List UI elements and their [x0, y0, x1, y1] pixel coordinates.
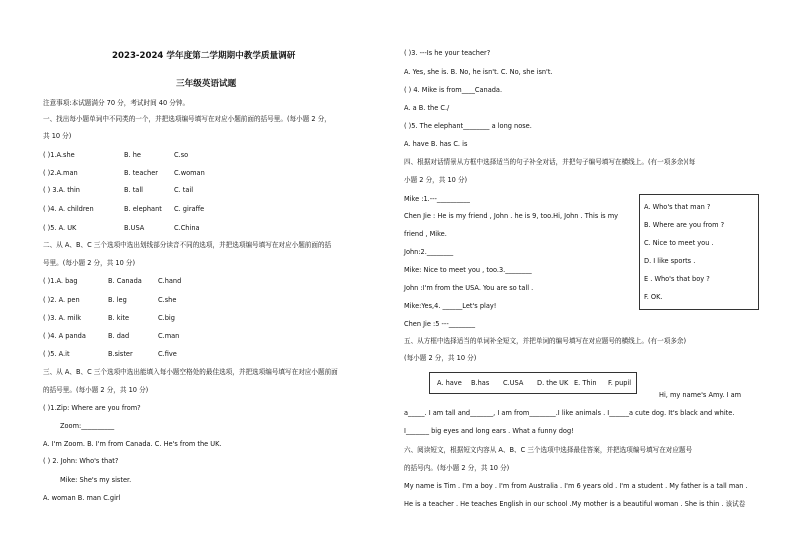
s2-q2-b: B. leg	[108, 296, 127, 304]
s3-q1-options: A. I'm Zoom. B. I'm from Canada. C. He's from the UK.	[43, 440, 222, 448]
s1-q5: ( )5. A. UK	[43, 224, 77, 232]
s3-q4-options: A. a B. the C./	[404, 104, 450, 112]
s2-q2: ( )2. A. pen	[43, 296, 80, 304]
section3-heading-cont: 的括号里。(每小题 2 分，共 10 分)	[43, 386, 149, 394]
word-bank-item: B.has	[471, 379, 490, 387]
dialog-line: Mike: Nice to meet you , too.3.________	[404, 266, 532, 274]
s3-q5-options: A. have B. has C. is	[404, 140, 468, 148]
s2-q4-b: B. dad	[108, 332, 130, 340]
word-bank-item: D. the UK	[537, 379, 569, 387]
s2-q3: ( )3. A. milk	[43, 314, 82, 322]
s1-q4-b: B. elephant	[124, 205, 162, 213]
s1-q4: ( )4. A. children	[43, 205, 94, 213]
dialog-line: friend , Mike.	[404, 230, 447, 238]
s1-q2-c: C.woman	[174, 169, 205, 177]
s2-q5-c: C.five	[158, 350, 177, 358]
dialog-line: John:2.________	[404, 248, 454, 256]
exam-notice: 注意事项:本试题满分 70 分，考试时间 40 分钟。	[43, 99, 190, 107]
s3-q1: ( )1.Zip: Where are you from?	[43, 404, 141, 412]
s1-q5-c: C.China	[174, 224, 200, 232]
s2-q4: ( )4. A panda	[43, 332, 86, 340]
passage5-line: Hi, my name's Amy. I am	[659, 391, 742, 399]
s3-q5: ( )5. The elephant________ a long nose.	[404, 122, 532, 130]
s3-q1-answer: Zoom:__________	[60, 422, 115, 430]
dialog-line: John :I'm from the USA. You are so tall .	[404, 284, 534, 292]
dialog-line: Chen Jie : He is my friend , John . he is 9, too.Hi, John . This is my	[404, 212, 619, 220]
section5-heading-cont: (每小题 2 分，共 10 分)	[404, 354, 477, 362]
s1-q4-c: C. giraffe	[174, 205, 205, 213]
passage5-line: a_____. I am tall and_______, I am from________.I like animals . I______a cute dog. It's black and white.	[404, 409, 735, 417]
dialog-line: Chen Jie :5 ---________	[404, 320, 476, 328]
exam-subtitle: 三年级英语试题	[176, 79, 237, 89]
dialog-option: C. Nice to meet you .	[644, 239, 714, 247]
s2-q4-c: C.man	[158, 332, 180, 340]
section2-heading: 二、从 A、B、C 三个选项中选出划线部分读音不同的选项，并把选项编号填写在对应小题前面的括	[43, 241, 332, 249]
s3-q2-answer: Mike: She's my sister.	[60, 476, 132, 484]
s2-q2-c: C.she	[158, 296, 177, 304]
s1-q2-b: B. teacher	[124, 169, 158, 177]
word-bank-item: C.USA	[503, 379, 524, 387]
s1-q1-c: C.so	[174, 151, 189, 159]
s1-q1: ( )1.A.she	[43, 151, 75, 159]
s1-q3: ( ) 3.A. thin	[43, 186, 80, 194]
dialog-line: Mike :1.---__________	[404, 195, 470, 203]
section1-heading: 一、找出每小题单词中不同类的一个，并把选项编号填写在对应小题前面的括号里。(每小题 2 分，	[43, 115, 331, 123]
s3-q3-options: A. Yes, she is. B. No, he isn't. C. No, she isn't.	[404, 68, 553, 76]
s3-q3: ( )3. ---Is he your teacher?	[404, 49, 491, 57]
s2-q3-c: C.big	[158, 314, 175, 322]
passage6-line: He is a teacher . He teaches English in our school .My mother is a beautiful woman . She is thin . 该试卷	[404, 500, 746, 508]
word-bank-item: A. have	[437, 379, 462, 387]
section4-heading: 四、根据对话情景从方框中选择适当的句子补全对话，并把句子编号填写在横线上。(有一项多余)(每	[404, 158, 696, 166]
exam-title: 2023-2024 学年度第二学期期中教学质量调研	[112, 51, 296, 61]
s1-q1-b: B. he	[124, 151, 141, 159]
dialog-option: A. Who's that man ?	[644, 203, 711, 211]
dialog-line: Mike:Yes,4. ______Let's play!	[404, 302, 497, 310]
dialog-option: B. Where are you from ?	[644, 221, 725, 229]
passage6-line: My name is Tim . I'm a boy . I'm from Australia . I'm 6 years old . I'm a student . My father is a tall man .	[404, 482, 748, 490]
s3-q4: ( ) 4. Mike is from____Canada.	[404, 86, 503, 94]
s2-q1-b: B. Canada	[108, 277, 142, 285]
s1-q3-b: B. tall	[124, 186, 144, 194]
s2-q1-c: C.hand	[158, 277, 182, 285]
section6-heading-cont: 的括号内。(每小题 2 分，共 10 分)	[404, 464, 510, 472]
s3-q2: ( ) 2. John: Who's that?	[43, 457, 119, 465]
dialog-option: D. I like sports .	[644, 257, 696, 265]
section2-heading-cont: 号里。(每小题 2 分，共 10 分)	[43, 259, 136, 267]
dialog-option: F. OK.	[644, 293, 663, 301]
section4-heading-cont: 小题 2 分，共 10 分)	[404, 176, 468, 184]
s1-q5-b: B.USA	[124, 224, 145, 232]
s1-q2: ( )2.A.man	[43, 169, 78, 177]
section5-heading: 五、从方框中选择适当的单词补全短文，并把单词的编号填写在对应题号的横线上。(有一项多余)	[404, 337, 687, 345]
s2-q1: ( )1.A. bag	[43, 277, 78, 285]
passage5-line: I_______ big eyes and long ears . What a funny dog!	[404, 427, 574, 435]
s2-q3-b: B. kite	[108, 314, 130, 322]
s1-q3-c: C. tail	[174, 186, 194, 194]
s2-q5-b: B.sister	[108, 350, 133, 358]
word-bank-item: F. pupil	[608, 379, 632, 387]
section6-heading: 六、阅读短文，根据短文内容从 A、B、C 三个选项中选择最佳答案，并把选项编号填写在对应题号	[404, 446, 693, 454]
s3-q2-options: A. woman B. man C.girl	[43, 494, 121, 502]
section1-heading-cont: 共 10 分)	[43, 132, 72, 140]
dialog-option: E . Who's that boy ?	[644, 275, 710, 283]
s2-q5: ( )5. A.it	[43, 350, 70, 358]
section3-heading: 三、从 A、B、C 三个选项中选出能填入每小题空格处的最佳选项，并把选项编号填写在对应小题前面	[43, 368, 338, 376]
word-bank-item: E. Thin	[574, 379, 597, 387]
